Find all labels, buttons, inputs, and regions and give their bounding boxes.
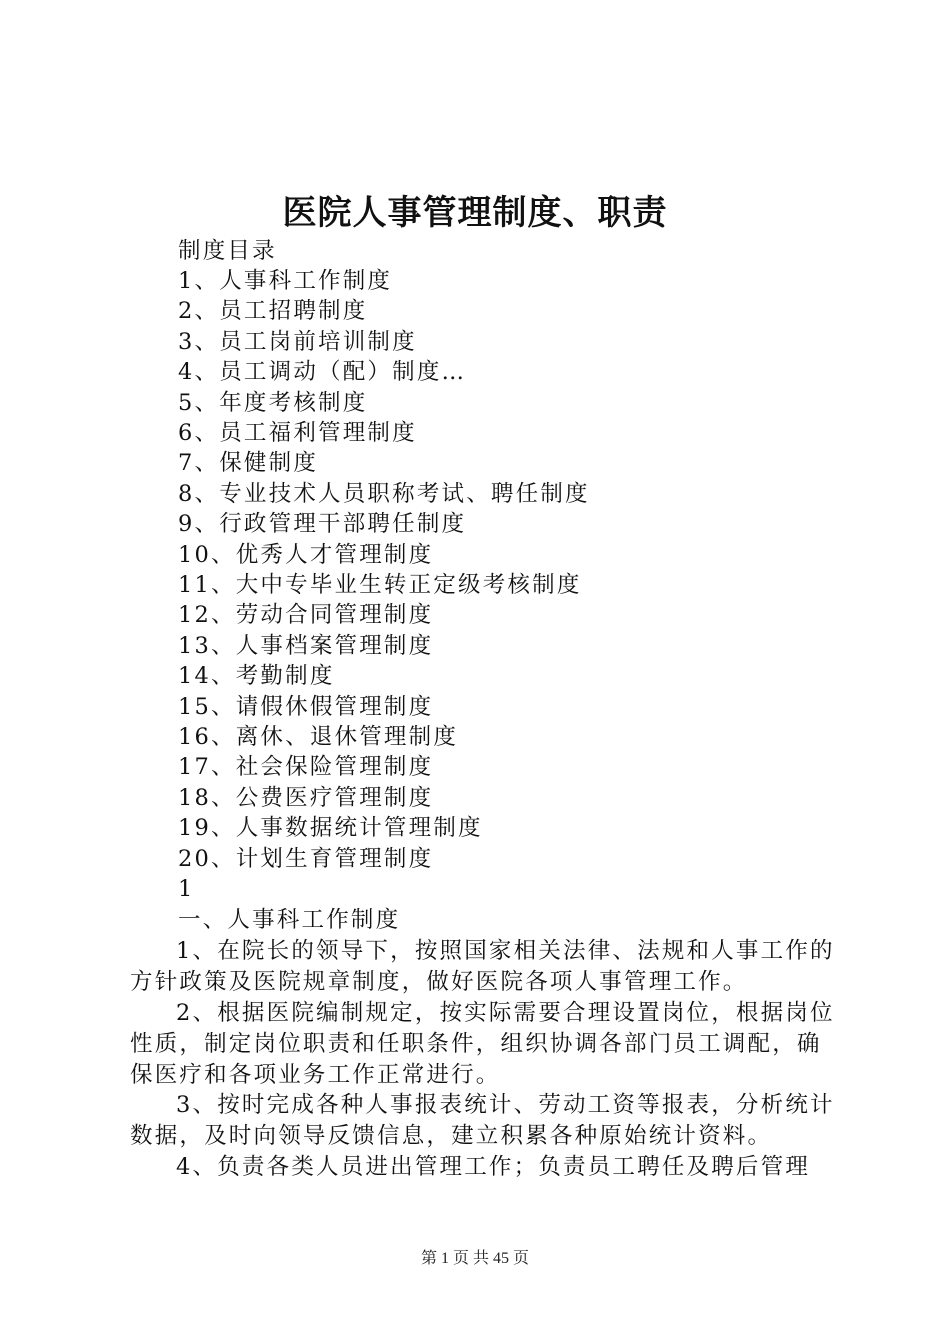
body-paragraph: 4、负责各类人员进出管理工作；负责员工聘任及聘后管理	[176, 1154, 811, 1180]
toc-item: 10、优秀人才管理制度	[178, 542, 434, 568]
page-footer: 第 1 页 共 45 页	[420, 1250, 529, 1267]
toc-item: 12、劳动合同管理制度	[178, 602, 434, 628]
toc-item: 2、员工招聘制度	[178, 298, 368, 324]
body-paragraph: 2、根据医院编制规定，按实际需要合理设置岗位，根据岗位性质，制定岗位职责和任职条件，组织协调各部门员工调配，确保医疗和各项业务工作正常进行。	[130, 1000, 835, 1088]
toc-item: 16、离休、退休管理制度	[178, 724, 459, 750]
body-paragraph: 1、在院长的领导下，按照国家相关法律、法规和人事工作的方针政策及医院规章制度，做好医院各项人事管理工作。	[130, 938, 835, 995]
toc-item: 11、大中专毕业生转正定级考核制度	[178, 572, 582, 598]
toc-item: 9、行政管理干部聘任制度	[178, 511, 467, 537]
page-marker: 1	[178, 876, 195, 902]
toc-heading: 制度目录	[178, 238, 277, 264]
toc-item: 15、请假休假管理制度	[178, 694, 434, 720]
toc-item: 19、人事数据统计管理制度	[178, 815, 483, 841]
toc-item: 7、保健制度	[178, 450, 319, 476]
body-paragraph: 3、按时完成各种人事报表统计、劳动工资等报表，分析统计数据，及时向领导反馈信息，建立积累各种原始统计资料。	[130, 1092, 835, 1149]
toc-item: 20、计划生育管理制度	[178, 846, 434, 872]
toc-item: 4、员工调动（配）制度…	[178, 359, 467, 385]
toc-item: 18、公费医疗管理制度	[178, 785, 434, 811]
document-title: 医院人事管理制度、职责	[282, 193, 668, 233]
toc-item: 8、专业技术人员职称考试、聘任制度	[178, 481, 590, 507]
toc-item: 13、人事档案管理制度	[178, 633, 434, 659]
toc-item: 14、考勤制度	[178, 663, 335, 689]
toc-item: 17、社会保险管理制度	[178, 754, 434, 780]
toc-item: 1、人事科工作制度	[178, 268, 393, 294]
section-heading: 一、人事科工作制度	[178, 907, 401, 933]
toc-item: 6、员工福利管理制度	[178, 420, 417, 446]
toc-item: 3、员工岗前培训制度	[178, 329, 417, 355]
toc-item: 5、年度考核制度	[178, 390, 368, 416]
